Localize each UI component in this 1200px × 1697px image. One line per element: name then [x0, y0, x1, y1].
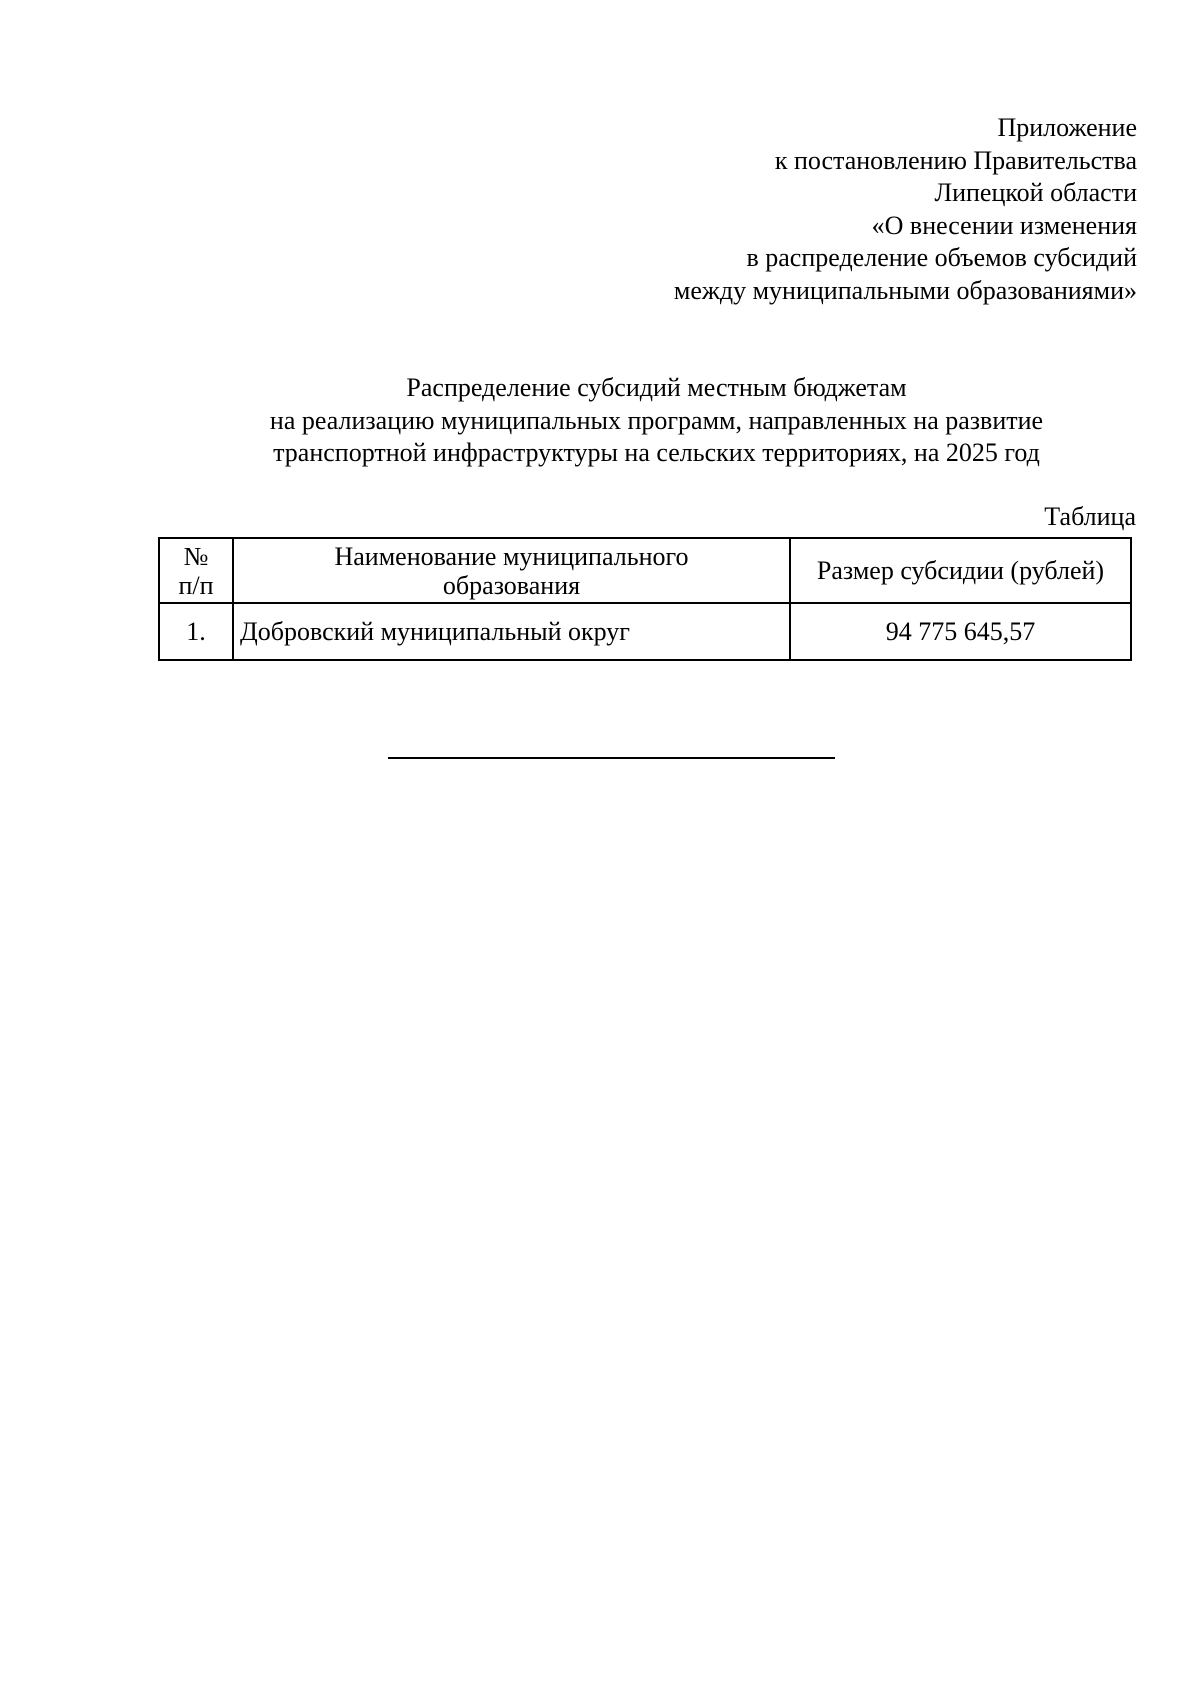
- header-number: № п/п: [159, 538, 233, 603]
- appendix-line: «О внесении изменения: [871, 210, 1137, 240]
- header-amount: Размер субсидии (рублей): [790, 538, 1131, 603]
- appendix-line: к постановлению Правительства: [774, 145, 1137, 175]
- closing-rule: [388, 757, 835, 759]
- table-label: Таблица: [1044, 502, 1136, 531]
- title-line: Распределение субсидий местным бюджетам: [406, 373, 907, 402]
- cell-amount: 94 775 645,57: [790, 603, 1131, 660]
- header-municipality: Наименование муниципального образования: [233, 538, 790, 603]
- table-row: [159, 603, 1131, 660]
- appendix-line: Липецкой области: [934, 178, 1137, 208]
- cell-municipality: Добровский муниципальный округ: [233, 603, 790, 660]
- appendix-line: Приложение: [997, 113, 1137, 142]
- subsidy-table: [158, 537, 1132, 661]
- document-title: [0, 372, 1200, 470]
- appendix-reference: [674, 112, 1137, 308]
- title-line: на реализацию муниципальных программ, направленных на развитие: [269, 405, 1044, 435]
- title-line: транспортной инфраструктуры на сельских территориях, на 2025 год: [273, 438, 1040, 468]
- cell-number: 1.: [159, 603, 233, 660]
- appendix-line: между муниципальными образованиями»: [673, 275, 1137, 305]
- appendix-line: в распределение объемов субсидий: [746, 243, 1137, 273]
- table-header-row: [159, 538, 1131, 603]
